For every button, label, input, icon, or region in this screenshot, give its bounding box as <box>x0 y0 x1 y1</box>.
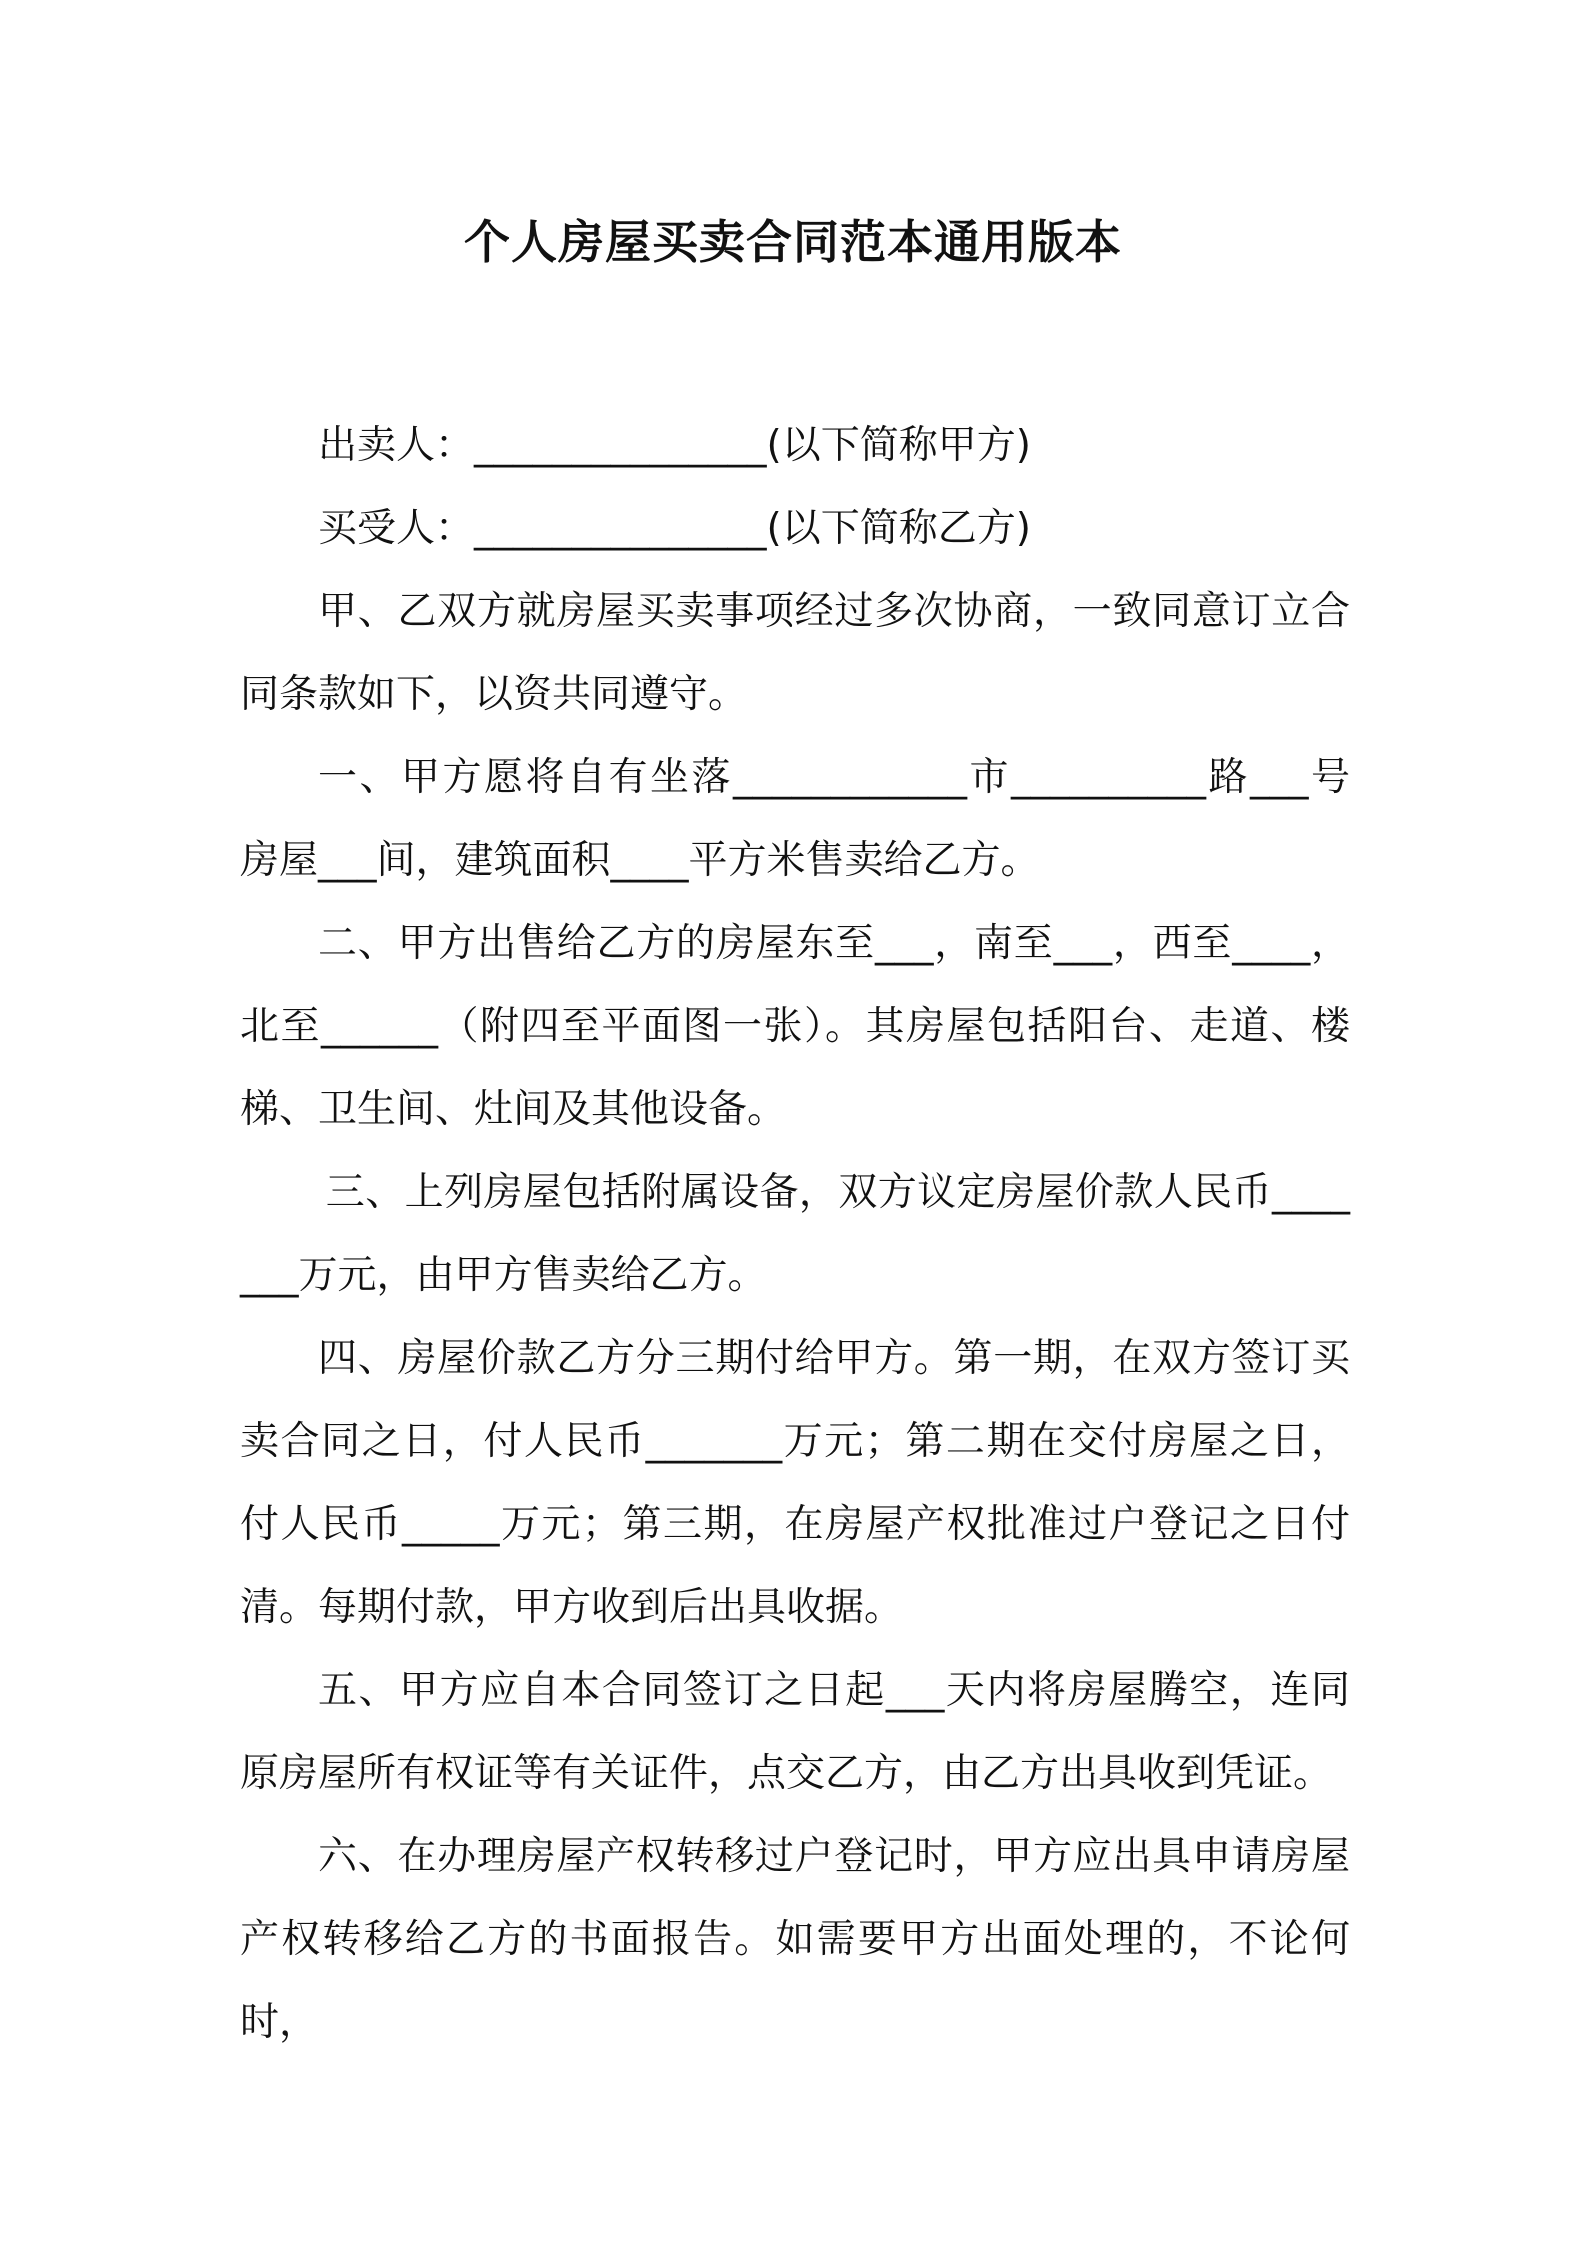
seller-line: 出卖人：_______________(以下简称甲方) <box>318 423 1031 468</box>
clause-6: 六、在办理房屋产权转移过户登记时，甲方应出具申请房屋产权转移给乙方的书面报告。如需要甲方出面处理的，不论何时， <box>240 1834 1350 2045</box>
preamble-paragraph: 甲、乙双方就房屋买卖事项经过多次协商，一致同意订立合同条款如下，以资共同遵守。 <box>240 589 1350 717</box>
buyer-line: 买受人：_______________(以下简称乙方) <box>318 506 1031 551</box>
clause-1: 一、甲方愿将自有坐落____________市__________路___号房屋___间，建筑面积____平方米售卖给乙方。 <box>240 755 1350 883</box>
clause-3: 三、上列房屋包括附属设备，双方议定房屋价款人民币_______万元，由甲方售卖给乙方。 <box>240 1170 1350 1298</box>
clause-4: 四、房屋价款乙方分三期付给甲方。第一期，在双方签订买卖合同之日，付人民币_______万元；第二期在交付房屋之日，付人民币_____万元；第三期，在房屋产权批准过户登记之日付清。每期付款，甲方收到后出具收据。 <box>240 1336 1350 1630</box>
document-title: 个人房屋买卖合同范本通用版本 <box>464 215 1122 269</box>
contract-body <box>240 404 1350 2064</box>
clause-5: 五、甲方应自本合同签订之日起___天内将房屋腾空，连同原房屋所有权证等有关证件，点交乙方，由乙方出具收到凭证。 <box>240 1668 1350 1796</box>
clause-2: 二、甲方出售给乙方的房屋东至___，南至___，西至____，北至______（附四至平面图一张）。其房屋包括阳台、走道、楼梯、卫生间、灶间及其他设备。 <box>240 921 1350 1132</box>
